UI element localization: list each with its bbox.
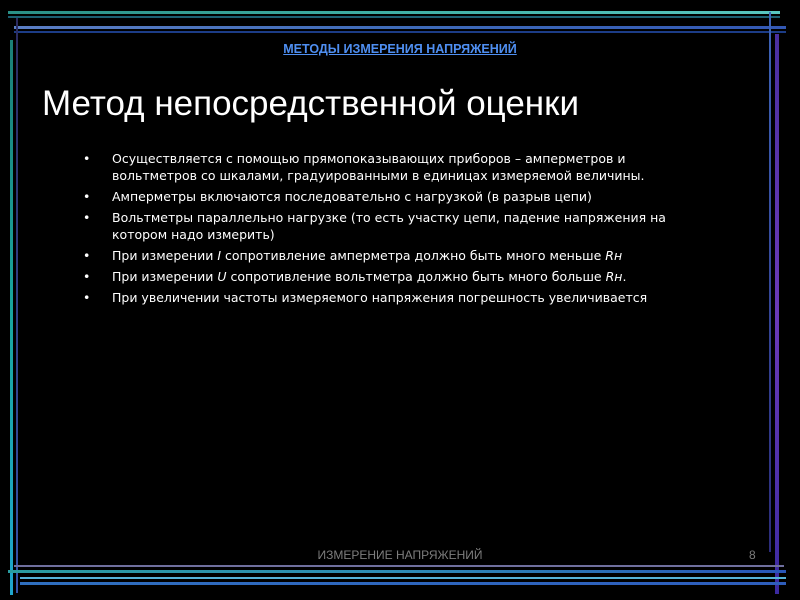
frame-line-bottom-gray (14, 565, 784, 567)
bullet-dot-icon: • (83, 189, 91, 204)
bullet-item (82, 247, 710, 264)
bullet-item (82, 289, 710, 306)
frame-line-top-dark (8, 16, 780, 18)
bullet-text-middle: сопротивление амперметра должно быть много меньше (221, 248, 606, 263)
bullet-item (82, 188, 710, 205)
bullet-text-prefix: При измерении (112, 269, 218, 284)
bullet-text-suffix: . (622, 269, 627, 284)
section-link[interactable]: МЕТОДЫ ИЗМЕРЕНИЯ НАПРЯЖЕНИЙ (283, 42, 517, 56)
frame-line-right-violet (775, 34, 779, 594)
bullet-dot-icon: • (83, 290, 91, 305)
bullet-dot-icon: • (83, 248, 91, 263)
bullet-item (82, 150, 710, 184)
bullet-dot-icon: • (83, 210, 91, 225)
bullet-list (82, 150, 710, 310)
current-variable: I (217, 248, 222, 263)
frame-line-bottom-teal (8, 570, 786, 573)
bullet-item (82, 209, 710, 243)
load-resistance-variable: Rн (605, 248, 623, 263)
bullet-text-middle: сопротивление вольтметра должно быть много больше (226, 269, 606, 284)
frame-line-top-blue (14, 26, 786, 29)
frame-line-bottom-light (20, 577, 786, 579)
voltage-variable: U (217, 269, 227, 284)
bullet-dot-icon: • (83, 151, 91, 166)
page-number: 8 (749, 548, 756, 562)
bullet-text: Осуществляется с помощью прямопоказывающих приборов – амперметров и вольтметров со шкалами, градуированными в единицах измеряемой величины. (112, 151, 645, 183)
frame-line-left-teal (10, 40, 13, 595)
frame-line-left-navy (16, 18, 18, 593)
frame-line-top-teal (8, 11, 780, 14)
load-resistance-variable: Rн (605, 269, 623, 284)
frame-line-bottom-blue (20, 582, 786, 585)
bullet-text: При увеличении частоты измеряемого напряжения погрешность увеличивается (112, 290, 648, 305)
bullet-text: Амперметры включаются последовательно с нагрузкой (в разрыв цепи) (112, 189, 592, 204)
bullet-text-prefix: При измерении (112, 248, 218, 263)
bullet-item (82, 268, 710, 285)
frame-line-right-blue (769, 12, 771, 552)
footer-title: ИЗМЕРЕНИЕ НАПРЯЖЕНИЙ (317, 548, 483, 562)
bullet-text: Вольтметры параллельно нагрузке (то есть участку цепи, падение напряжения на котором надо измерить) (112, 210, 666, 242)
bullet-dot-icon: • (83, 269, 91, 284)
slide-title: Метод непосредственной оценки (42, 84, 579, 123)
frame-line-top-navy (14, 31, 786, 33)
